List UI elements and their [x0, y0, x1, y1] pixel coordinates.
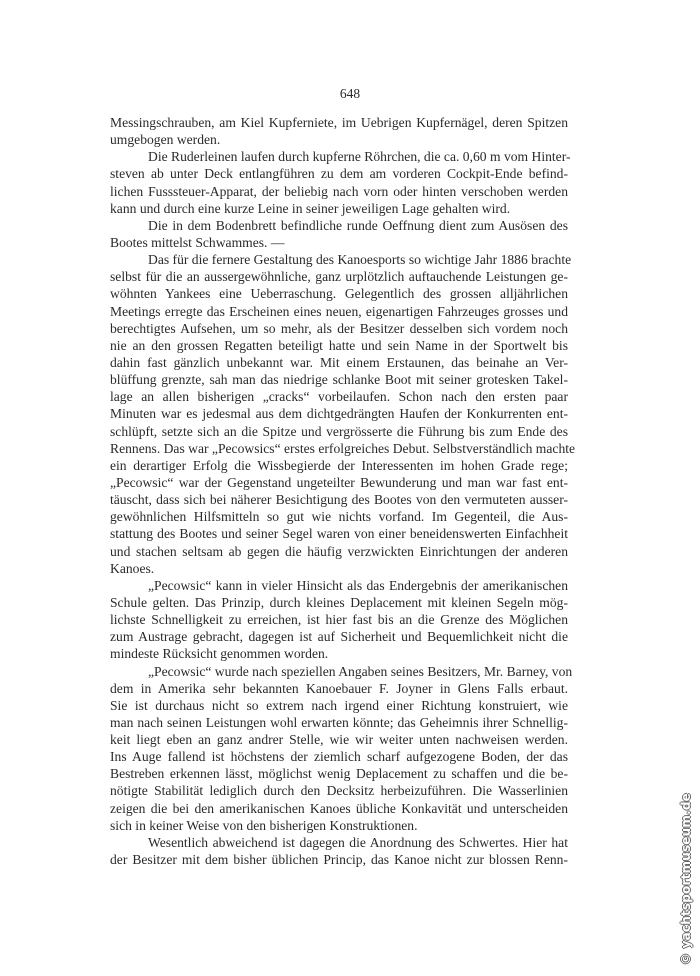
- text-line: dem in Amerika sehr bekannten Kanoebauer F. Joyner in Glens Falls erbaut.: [110, 680, 568, 696]
- paragraph: [110, 217, 568, 251]
- watermark: © yachtsportmuseum.de: [679, 793, 693, 965]
- text-line: Ins Auge fallend ist höchstens der ziemlich scharf aufgezogene Boden, der das: [110, 749, 568, 765]
- text-line: Das für die fernere Gestaltung des Kanoesports so wichtige Jahr 1886 brachte: [148, 252, 572, 268]
- text-line: zeigen die bei den amerikanischen Kanoes übliche Konkavität und unterscheiden: [110, 800, 568, 816]
- page-number: 648: [339, 86, 361, 101]
- text-line: Bestreben erkennen lässt, möglichst wenig Deplacement zu schaffen und die be-: [110, 766, 568, 782]
- text-line: zum Austrage gebracht, dagegen ist auf Sicherheit und Bequemlichkeit nicht die: [110, 629, 568, 645]
- text-line: Bootes mittelst Schwammes. —: [110, 234, 285, 250]
- text-line: gewöhnlichen Hilfsmitteln so gut wie nichts vorfand. Im Gegenteil, die Aus-: [110, 509, 568, 525]
- text-line: sich in keiner Weise von den bisherigen Konstruktionen.: [110, 817, 418, 833]
- text-line: Meetings erregte das Erscheinen eines neuen, eigenartigen Fahrzeuges grosses und: [110, 303, 568, 319]
- text-line: keit liegt eben an ganz andrer Stelle, wie wir weiter unten nachweisen werden.: [110, 732, 568, 748]
- text-line: lage an allen bisherigen „cracks“ vorbeilaufen. Schon nach den ersten paar: [110, 389, 568, 405]
- text-line: nötigte Stabilität lediglich durch den Decksitz herbeizuführen. Die Wasserlinien: [110, 783, 568, 799]
- text-line: Wesentlich abweichend ist dagegen die Anordnung des Schwertes. Hier hat: [148, 834, 568, 850]
- text-line: Schule gelten. Das Prinzip, durch kleines Deplacement mit kleinen Segeln mög-: [110, 594, 568, 610]
- text-line: lichste Schnelligkeit zu erreichen, ist hier fast bis an die Grenze des Möglichen: [110, 612, 568, 628]
- text-line: schlüpft, setzte sich an die Spitze und vergrösserte die Führung bis zum Ende des: [110, 423, 568, 439]
- paragraph: [110, 663, 573, 834]
- text-line: stattung des Bootes und seiner Segel waren von einer beneidenswerten Einfachheit: [110, 526, 568, 542]
- text-line: täuscht, dass sich bei näherer Besichtigung des Bootes von den vermuteten ausser-: [110, 492, 568, 508]
- text-line: Kanoes.: [110, 560, 155, 576]
- text-line: steven ab unter Deck entlangführen zu dem am vorderen Cockpit-Ende befind-: [110, 166, 568, 182]
- paragraph: [110, 577, 568, 663]
- paragraph: [110, 148, 571, 217]
- text-line: dahin fast gänzlich unbekannt war. Mit einem Erstaunen, das beinahe an Ver-: [110, 354, 568, 370]
- paragraph: [110, 251, 576, 577]
- text-line: wöhnten Yankees eine Ueberraschung. Gelegentlich des grossen alljährlichen: [110, 286, 568, 302]
- text-line: berechtigtes Aufsehen, um so mehr, als der Besitzer desselben sich vordem noch: [110, 320, 568, 336]
- text-line: blüffung grenzte, sah man das niedrige schlanke Boot mit seiner grotesken Takel-: [110, 372, 568, 388]
- paragraph: [110, 114, 568, 148]
- text-line: kann und durch eine kurze Leine in seiner jeweiligen Lage gehalten wird.: [110, 200, 511, 216]
- text-line: Minuten war es jedesmal aus dem dichtgedrängten Haufen der Konkurrenten ent-: [110, 406, 568, 422]
- text-line: nie an den grossen Regatten beteiligt hatte und sein Name in der Sportwelt bis: [110, 337, 568, 353]
- text-line: und stachen seltsam ab gegen die häufig verzwickten Einrichtungen der anderen: [110, 543, 568, 559]
- text-line: Die in dem Bodenbrett befindliche runde Oeffnung dient zum Ausösen des: [148, 217, 568, 233]
- text-line: der Besitzer mit dem bisher üblichen Princip, das Kanoe nicht zur blossen Renn-: [110, 852, 568, 868]
- text-line: Die Ruderleinen laufen durch kupferne Röhrchen, die ca. 0,60 m vom Hinter-: [148, 149, 571, 165]
- text-line: man nach seinen Leistungen wohl erwarten könnte; das Geheimnis ihrer Schnellig-: [110, 714, 568, 730]
- text-line: mindeste Rücksicht genommen worden.: [110, 646, 329, 662]
- paragraph: [110, 834, 568, 868]
- text-line: „Pecowsic“ war der Gegenstand ungeteilter Bewunderung und man war fast ent-: [110, 474, 568, 490]
- text-line: Rennens. Das war „Pecowsics“ erstes erfolgreiches Debut. Selbstverständlich machte: [110, 440, 576, 456]
- text-line: selbst für die an aussergewöhnliche, ganz urplötzlich auftauchende Leistungen ge-: [110, 269, 568, 285]
- text-line: Sie ist durchaus nicht so extrem nach irgend einer Richtung konstruiert, wie: [110, 697, 568, 713]
- text-line: „Pecowsic“ kann in vieler Hinsicht als das Endergebnis der amerikanischen: [148, 577, 568, 593]
- text-line: ein derartiger Erfolg die Wissbegierde der Interessenten im hohen Grade rege;: [110, 457, 568, 473]
- text-line: lichen Fusssteuer-Apparat, der beliebig nach vorn oder hinten verschoben werden: [110, 183, 568, 199]
- body-text: [110, 114, 576, 868]
- text-line: „Pecowsic“ wurde nach speziellen Angaben seines Besitzers, Mr. Barney, von: [148, 663, 573, 679]
- text-line: umgebogen werden.: [110, 132, 221, 148]
- text-line: Messingschrauben, am Kiel Kupferniete, im Uebrigen Kupfernägel, deren Spitzen: [110, 115, 568, 130]
